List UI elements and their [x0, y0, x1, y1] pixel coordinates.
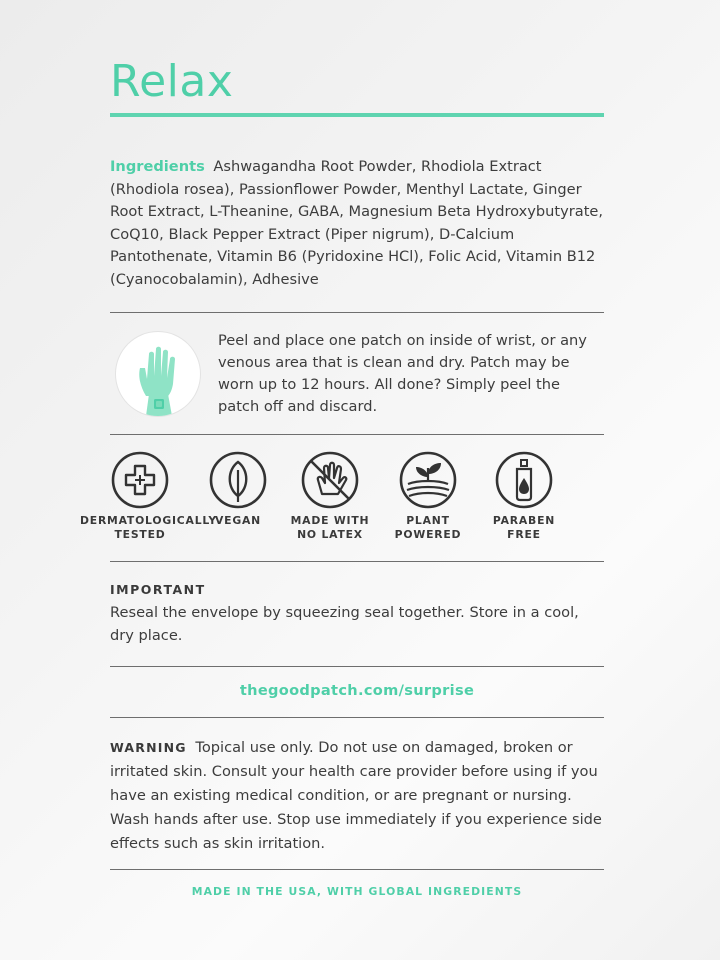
ingredients-section	[110, 156, 604, 291]
warning-section	[110, 736, 604, 856]
badge-label: MADE WITH NO LATEX	[290, 514, 370, 541]
badge-label: PARABEN FREE	[492, 514, 556, 541]
directions-text: Peel and place one patch on inside of wrist, or any venous area that is clean and dry. Patch may be worn up to 12 hours. All done? Simply peel the patch off and discard.	[218, 332, 587, 415]
leaf-icon	[208, 450, 268, 510]
website-link[interactable]: thegoodpatch.com/surprise	[239, 682, 475, 699]
medical-cross-icon	[110, 450, 170, 510]
product-title: Relax	[110, 56, 234, 107]
no-paraben-bottle-icon	[494, 450, 554, 510]
divider	[110, 869, 604, 870]
badge-row	[80, 450, 604, 550]
warning-text: Topical use only. Do not use on damaged, broken or irritated skin. Consult your health care provider before using if you have an existing medical condition, or are pregnant or nursing. Wash hands after use. Stop use immediately if you experience side effects such as skin irritation.	[110, 739, 602, 852]
divider	[110, 561, 604, 562]
ingredients-text: Ashwagandha Root Powder, Rhodiola Extract (Rhodiola rosea), Passionflower Powder, Menthyl Lactate, Ginger Root Extract, L-Theanine, GABA, Magnesium Beta Hydroxybutyrate, CoQ10, Black Pepper Extract (Piper nigrum), D-Calcium Pantothenate, Vitamin B6 (Pyridoxine HCl), Folic Acid, Vitamin B12 (Cyanocobalamin), Adhesive	[110, 158, 604, 288]
no-latex-glove-icon	[300, 450, 360, 510]
sprout-icon	[398, 450, 458, 510]
badge-paraben-free	[464, 450, 584, 542]
divider	[110, 666, 604, 667]
directions-section	[110, 326, 604, 426]
title-underline	[110, 113, 604, 117]
important-heading: IMPORTANT	[110, 582, 206, 597]
divider	[110, 434, 604, 435]
divider	[110, 312, 604, 313]
ingredients-label: Ingredients	[110, 158, 205, 175]
important-text: Reseal the envelope by squeezing seal together. Store in a cool, dry place.	[110, 604, 579, 644]
footer-origin: MADE IN THE USA, WITH GLOBAL INGREDIENTS	[191, 885, 523, 898]
badge-label: PLANT POWERED	[394, 514, 462, 541]
badge-label: VEGAN	[215, 514, 261, 527]
badge-label: DERMATOLOGICALLY TESTED	[80, 514, 217, 541]
hand-with-patch-icon	[116, 332, 200, 416]
divider	[110, 717, 604, 718]
warning-label: WARNING	[110, 740, 187, 755]
